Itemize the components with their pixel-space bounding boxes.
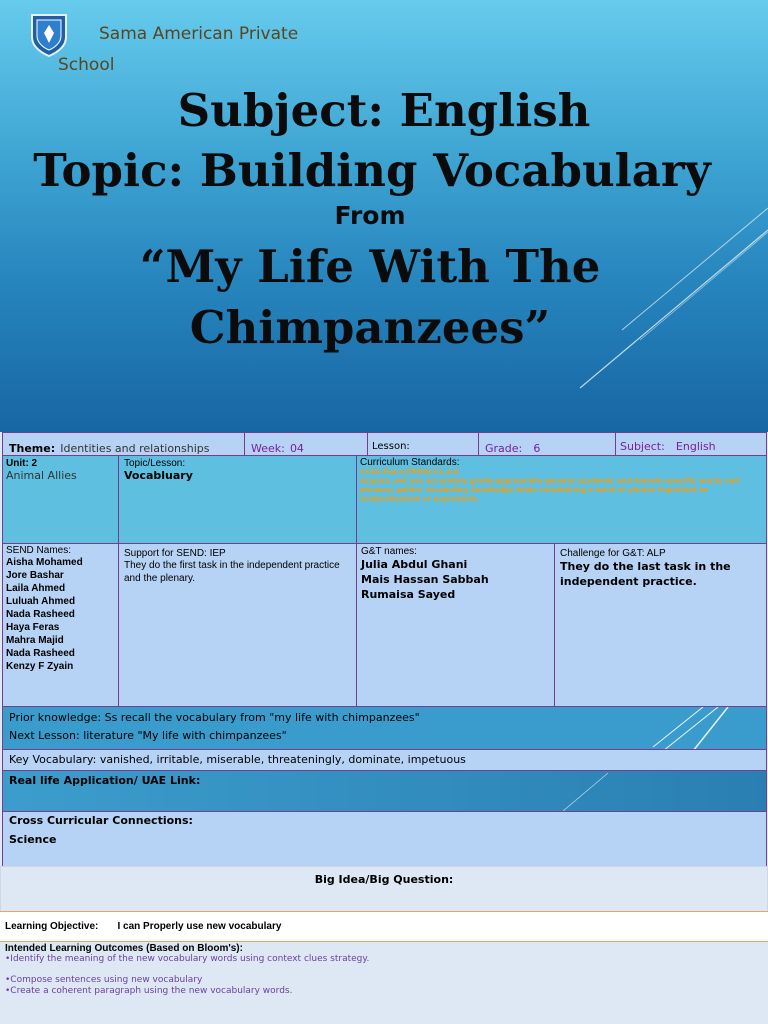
learning-outcomes-cell xyxy=(0,942,768,1024)
week-label: Week: xyxy=(251,442,285,455)
gt-names-list xyxy=(361,557,550,602)
learning-objective-cell xyxy=(0,911,768,942)
standards-label: Curriculum Standards: xyxy=(360,457,460,468)
outcomes-list xyxy=(5,954,763,997)
cross-curricular-value: Science xyxy=(9,833,57,846)
grade-value: 6 xyxy=(533,442,541,455)
support-text: They do the first task in the independent practice and the plenary. xyxy=(124,560,340,584)
theme-cell xyxy=(2,432,245,456)
objective-value: I can Properly use new vocabulary xyxy=(117,921,282,932)
week-value: 04 xyxy=(289,442,304,455)
cross-curricular-label: Cross Curricular Connections: xyxy=(9,814,193,827)
subject-value: English xyxy=(675,440,716,453)
curriculum-standards-cell xyxy=(356,455,767,544)
gt-label: G&T names: xyxy=(361,546,417,557)
list-item: Nada Rasheed xyxy=(6,609,75,620)
school-name-line1: Sama American Private xyxy=(99,24,299,44)
grade-cell xyxy=(478,432,616,456)
theme-label: Theme: xyxy=(9,442,56,455)
topic-lesson-cell xyxy=(118,455,357,544)
prior-knowledge-text: Prior knowledge: Ss recall the vocabulary from "my life with chimpanzees" xyxy=(9,711,420,724)
challenge-text: They do the last task in the independent practice. xyxy=(560,560,731,588)
subject-cell xyxy=(615,432,767,456)
next-lesson-text: Next Lesson: literature "My life with chimpanzees" xyxy=(9,729,287,742)
objective-label: Learning Objective: xyxy=(5,921,99,932)
list-item: Mahra Majid xyxy=(6,635,64,646)
title-slide-header xyxy=(0,0,768,432)
list-item: Mais Hassan Sabbah xyxy=(361,573,489,586)
send-names-list xyxy=(6,556,115,673)
unit-cell xyxy=(2,455,119,544)
list-item: Rumaisa Sayed xyxy=(361,588,456,601)
lesson-cell xyxy=(367,432,479,456)
lesson-plan-form xyxy=(0,432,768,1024)
unit-label: Unit: 2 xyxy=(6,458,38,469)
prior-knowledge-cell xyxy=(2,706,767,750)
week-cell xyxy=(244,432,368,456)
gt-names-cell xyxy=(356,543,555,707)
subject-title: Subject: English xyxy=(177,84,591,137)
cross-curricular-cell xyxy=(2,811,767,867)
school-shield-icon xyxy=(30,13,68,57)
send-names-cell xyxy=(2,543,119,707)
outcomes-label: Intended Learning Outcomes (Based on Bloom's): xyxy=(5,943,243,954)
key-vocabulary-text: Key Vocabulary: vanished, irritable, miserable, threateningly, dominate, impetuous xyxy=(9,753,466,766)
real-life-label: Real life Application/ UAE Link: xyxy=(9,774,201,787)
lesson-label: Lesson: xyxy=(372,441,410,452)
big-idea-cell xyxy=(0,866,768,912)
list-item: Nada Rasheed xyxy=(6,648,75,659)
list-item: Kenzy F Zyain xyxy=(6,661,74,672)
topic-lesson-label: Topic/Lesson: xyxy=(124,458,186,469)
support-label: Support for SEND: IEP xyxy=(124,548,226,559)
big-idea-label: Big Idea/Big Question: xyxy=(314,873,454,886)
list-item: Haya Feras xyxy=(6,622,60,633)
from-label: From xyxy=(334,201,406,230)
challenge-label: Challenge for G&T: ALP xyxy=(560,548,666,559)
standards-text: Acquire and use accurately grade-appropriate general academic and domain-specific words and phrases; gather vocabulary knowledge when considering a word or phrase important to comprehension or expression. xyxy=(360,477,740,503)
theme-value: Identities and relationships xyxy=(60,442,210,455)
subject-label: Subject: xyxy=(620,440,665,453)
key-vocabulary-cell xyxy=(2,749,767,771)
list-item: •Compose sentences using new vocabulary xyxy=(5,975,203,985)
unit-value: Animal Allies xyxy=(6,469,77,482)
list-item: Laila Ahmed xyxy=(6,583,66,594)
list-item: Jore Bashar xyxy=(6,570,64,581)
list-item: •Create a coherent paragraph using the new vocabulary words. xyxy=(5,986,293,996)
list-item: Luluah Ahmed xyxy=(6,596,76,607)
real-life-cell xyxy=(2,770,767,812)
send-support-cell xyxy=(118,543,357,707)
send-label: SEND Names: xyxy=(6,545,72,556)
list-item: Julia Abdul Ghani xyxy=(361,558,468,571)
topic-lesson-value: Vocabluary xyxy=(124,469,193,482)
story-title-line1: “My Life With The xyxy=(139,240,601,293)
grade-label: Grade: xyxy=(485,442,523,455)
gt-challenge-cell xyxy=(554,543,767,707)
topic-title: Topic: Building Vocabulary xyxy=(33,144,711,197)
story-title-line2: Chimpanzees” xyxy=(189,301,551,354)
list-item: Aisha Mohamed xyxy=(6,557,83,568)
standards-code: CCSS.ELA-LITERACY.L.6.6 xyxy=(360,468,460,476)
list-item: •Identify the meaning of the new vocabulary words using context clues strategy. xyxy=(5,954,370,964)
school-name-line2: School xyxy=(58,55,115,75)
